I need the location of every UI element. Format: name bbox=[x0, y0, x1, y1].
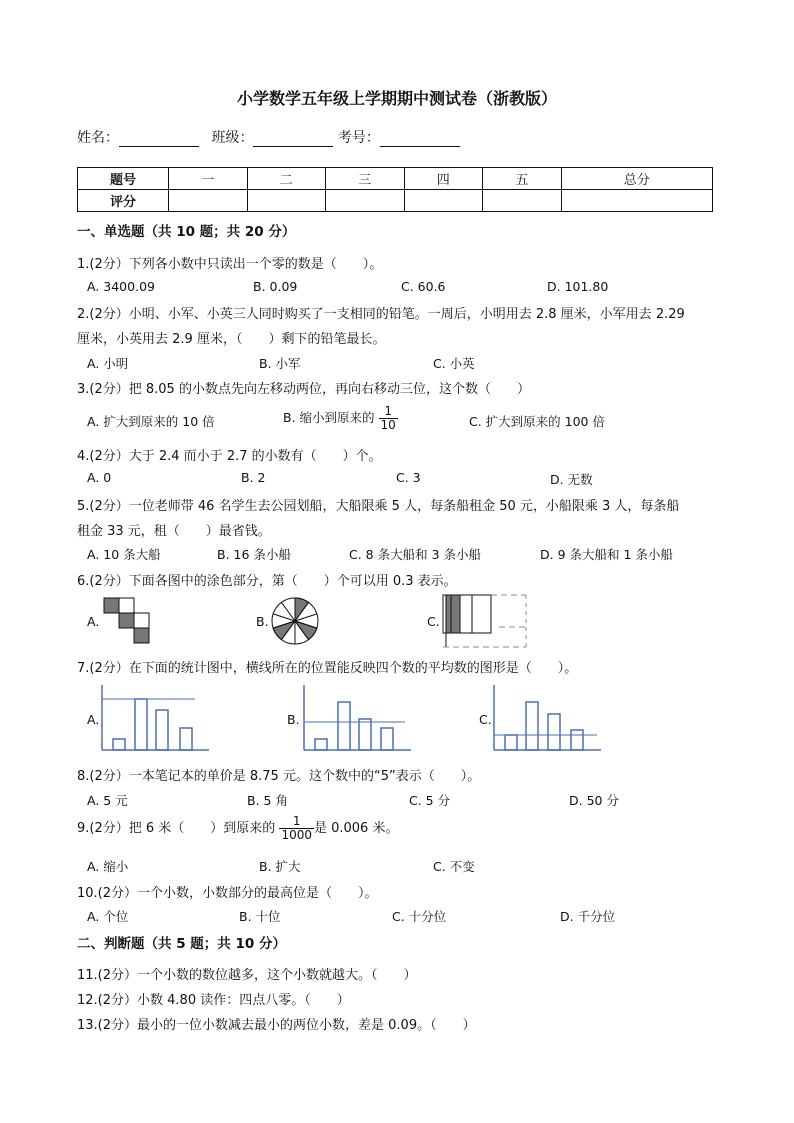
score-row bbox=[78, 190, 713, 212]
question-9-text-end: 是 0.006 米。 bbox=[313, 821, 399, 836]
option[interactable]: C. 8 条大船和 3 条小船 bbox=[349, 547, 482, 562]
id-blank[interactable] bbox=[380, 132, 460, 147]
option[interactable]: C. 小英 bbox=[433, 356, 475, 371]
option[interactable]: C. 不变 bbox=[433, 859, 475, 874]
bar-figure-c bbox=[491, 684, 603, 752]
question-10: 10.(2分）一个小数，小数部分的最高位是（ ）。 bbox=[77, 886, 378, 901]
option[interactable]: A. 3400.09 bbox=[87, 279, 155, 294]
fraction bbox=[279, 815, 314, 842]
question-2: 2.(2分）小明、小军、小英三人同时购买了一支相同的铅笔。一周后，小明用去 2.8 厘米，小军用去 2.29 bbox=[77, 307, 685, 322]
option[interactable]: A. 小明 bbox=[87, 356, 129, 371]
figure-a-squares bbox=[103, 597, 151, 645]
option[interactable]: C. 3 bbox=[396, 470, 421, 485]
option[interactable]: B. 扩大 bbox=[259, 859, 301, 874]
figure-b-circle bbox=[270, 596, 320, 646]
option[interactable]: A. 扩大到原来的 10 倍 bbox=[87, 414, 215, 429]
name-blank[interactable] bbox=[119, 132, 199, 147]
option[interactable]: B. bbox=[256, 614, 269, 629]
fraction bbox=[379, 405, 398, 432]
question-5-cont: 租金 33 元，租（ ）最省钱。 bbox=[77, 524, 271, 539]
option[interactable]: B. 0.09 bbox=[253, 279, 298, 294]
question-9 bbox=[77, 815, 398, 842]
score-cell[interactable] bbox=[404, 190, 483, 212]
score-cell[interactable] bbox=[483, 190, 562, 212]
question-8: 8.(2分）一本笔记本的单价是 8.75 元。这个数中的“5”表示（ ）。 bbox=[77, 769, 481, 784]
score-cell[interactable] bbox=[561, 190, 712, 212]
option-label: B. 缩小到原来的 bbox=[283, 410, 375, 425]
score-header-row bbox=[78, 168, 713, 190]
question-13: 13.(2分）最小的一位小数减去最小的两位小数，差是 0.09。（ ） bbox=[77, 1018, 476, 1033]
id-label: 考号： bbox=[337, 130, 380, 146]
score-header: 四 bbox=[404, 168, 483, 190]
option[interactable]: C. 60.6 bbox=[401, 279, 446, 294]
question-7: 7.(2分）在下面的统计图中，横线所在的位置能反映四个数的平均数的图形是（ ）。 bbox=[77, 661, 578, 676]
question-4: 4.(2分）大于 2.4 而小于 2.7 的小数有（ ）个。 bbox=[77, 449, 382, 464]
fraction-denominator: 1000 bbox=[281, 828, 312, 842]
score-header: 三 bbox=[326, 168, 405, 190]
option[interactable]: B. bbox=[287, 712, 300, 727]
option[interactable]: C. bbox=[479, 712, 492, 727]
class-label: 班级： bbox=[211, 130, 254, 146]
option[interactable]: D. 千分位 bbox=[560, 909, 616, 924]
bar-figure-b bbox=[301, 684, 413, 752]
score-header: 题号 bbox=[78, 168, 169, 190]
page-title: 小学数学五年级上学期期中测试卷（浙教版） bbox=[236, 89, 557, 108]
option[interactable]: A. 个位 bbox=[87, 909, 129, 924]
option[interactable]: D. 50 分 bbox=[569, 793, 619, 808]
question-2-cont: 厘米，小英用去 2.9 厘米，（ ）剩下的铅笔最长。 bbox=[77, 332, 386, 347]
option[interactable]: B. 16 条小船 bbox=[217, 547, 291, 562]
fraction-numerator: 1 bbox=[292, 814, 301, 828]
score-cell[interactable] bbox=[169, 190, 248, 212]
score-header: 二 bbox=[247, 168, 326, 190]
option[interactable]: A. 5 元 bbox=[87, 793, 128, 808]
option[interactable] bbox=[283, 405, 398, 432]
name-label: 姓名： bbox=[77, 130, 119, 146]
fraction-numerator: 1 bbox=[384, 404, 392, 418]
question-5: 5.(2分）一位老师带 46 名学生去公园划船，大船限乘 5 人，每条船租金 50 元，小船限乘 3 人，每条船 bbox=[77, 499, 680, 514]
option[interactable]: D. 无数 bbox=[550, 472, 593, 487]
question-12: 12.(2分）小数 4.80 读作：四点八零。（ ） bbox=[77, 993, 350, 1008]
section-heading: 二、判断题（共 5 题；共 10 分） bbox=[77, 936, 286, 952]
class-blank[interactable] bbox=[253, 132, 333, 147]
option[interactable]: D. 9 条大船和 1 条小船 bbox=[540, 547, 673, 562]
score-cell[interactable] bbox=[326, 190, 405, 212]
option[interactable]: C. 5 分 bbox=[409, 793, 451, 808]
figure-c-rectangles bbox=[442, 593, 528, 649]
option[interactable]: B. 小军 bbox=[259, 356, 301, 371]
question-1: 1.(2分）下列各小数中只读出一个零的数是（ ）。 bbox=[77, 257, 383, 272]
option[interactable]: C. 扩大到原来的 100 倍 bbox=[469, 414, 605, 429]
question-6: 6.(2分）下面各图中的涂色部分，第（ ）个可以用 0.3 表示。 bbox=[77, 574, 457, 589]
score-header: 总分 bbox=[561, 168, 712, 190]
score-header: 五 bbox=[483, 168, 562, 190]
question-11: 11.(2分）一个小数的数位越多，这个小数就越大。（ ） bbox=[77, 968, 417, 983]
option[interactable]: A. 缩小 bbox=[87, 859, 129, 874]
option[interactable]: A. bbox=[87, 712, 100, 727]
option[interactable]: A. 0 bbox=[87, 470, 112, 485]
option[interactable]: A. bbox=[87, 614, 100, 629]
question-3: 3.(2分）把 8.05 的小数点先向左移动两位，再向右移动三位，这个数（ ） bbox=[77, 382, 530, 397]
score-cell[interactable] bbox=[247, 190, 326, 212]
question-9-text: 9.(2分）把 6 米（ ）到原来的 bbox=[77, 821, 276, 836]
option[interactable]: C. bbox=[427, 614, 440, 629]
option[interactable]: D. 101.80 bbox=[547, 279, 609, 294]
option[interactable]: A. 10 条大船 bbox=[87, 547, 161, 562]
bar-figure-a bbox=[99, 684, 211, 752]
option[interactable]: B. 2 bbox=[241, 470, 266, 485]
option[interactable]: B. 十位 bbox=[239, 909, 281, 924]
score-table bbox=[77, 167, 713, 212]
section-heading: 一、单选题（共 10 题；共 20 分） bbox=[77, 224, 296, 240]
option[interactable]: B. 5 角 bbox=[247, 793, 288, 808]
score-row-label: 评分 bbox=[78, 190, 169, 212]
fraction-denominator: 10 bbox=[380, 418, 396, 432]
option[interactable]: C. 十分位 bbox=[392, 909, 447, 924]
score-header: 一 bbox=[169, 168, 248, 190]
student-info bbox=[77, 127, 460, 147]
